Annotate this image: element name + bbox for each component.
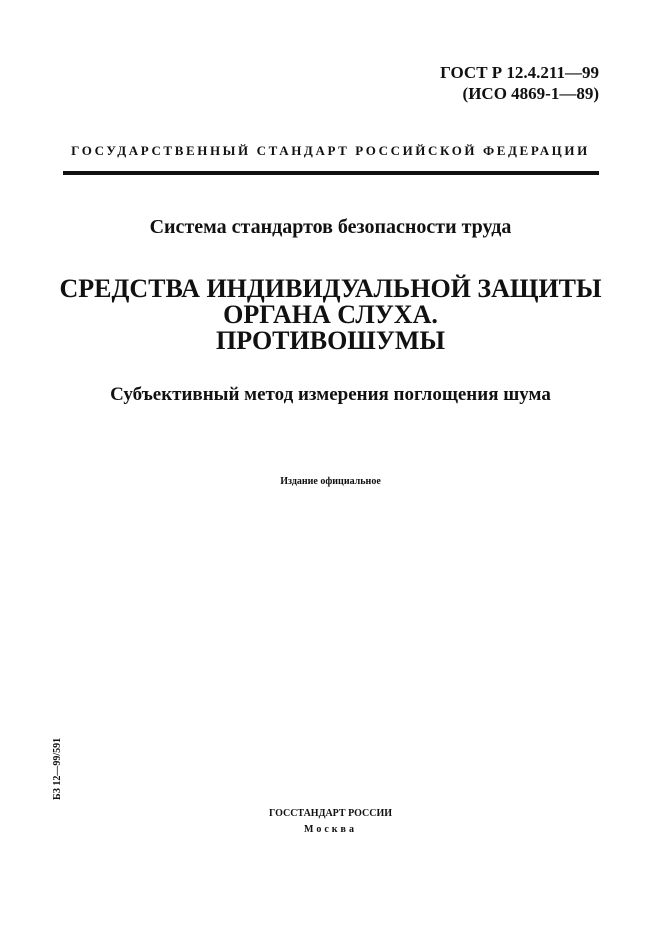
state-standard-heading: ГОСУДАРСТВЕННЫЙ СТАНДАРТ РОССИЙСКОЙ ФЕДЕРАЦИИ — [71, 143, 590, 158]
main-title-line-3: ПРОТИВОШУМЫ — [215, 326, 445, 355]
horizontal-rule — [63, 171, 599, 175]
subtitle: Субъективный метод измерения поглощения шума — [110, 384, 551, 405]
gost-number: ГОСТ Р 12.4.211—99 — [440, 63, 599, 82]
system-title: Система стандартов безопасности труда — [149, 216, 512, 238]
publisher-name: ГОССТАНДАРТ РОССИИ — [268, 808, 393, 819]
publisher-block — [0, 806, 661, 838]
iso-number: (ИСО 4869-1—89) — [462, 84, 599, 103]
document-code-block — [440, 62, 599, 104]
edition-note: Издание официальное — [280, 476, 381, 487]
main-title — [0, 276, 661, 354]
publisher-city: Москва — [304, 824, 357, 835]
main-title-line-1: СРЕДСТВА ИНДИВИДУАЛЬНОЙ ЗАЩИТЫ — [59, 274, 602, 303]
side-catalog-code: БЗ 12—99/591 — [52, 737, 63, 800]
main-title-line-2: ОРГАНА СЛУХА. — [223, 300, 438, 329]
